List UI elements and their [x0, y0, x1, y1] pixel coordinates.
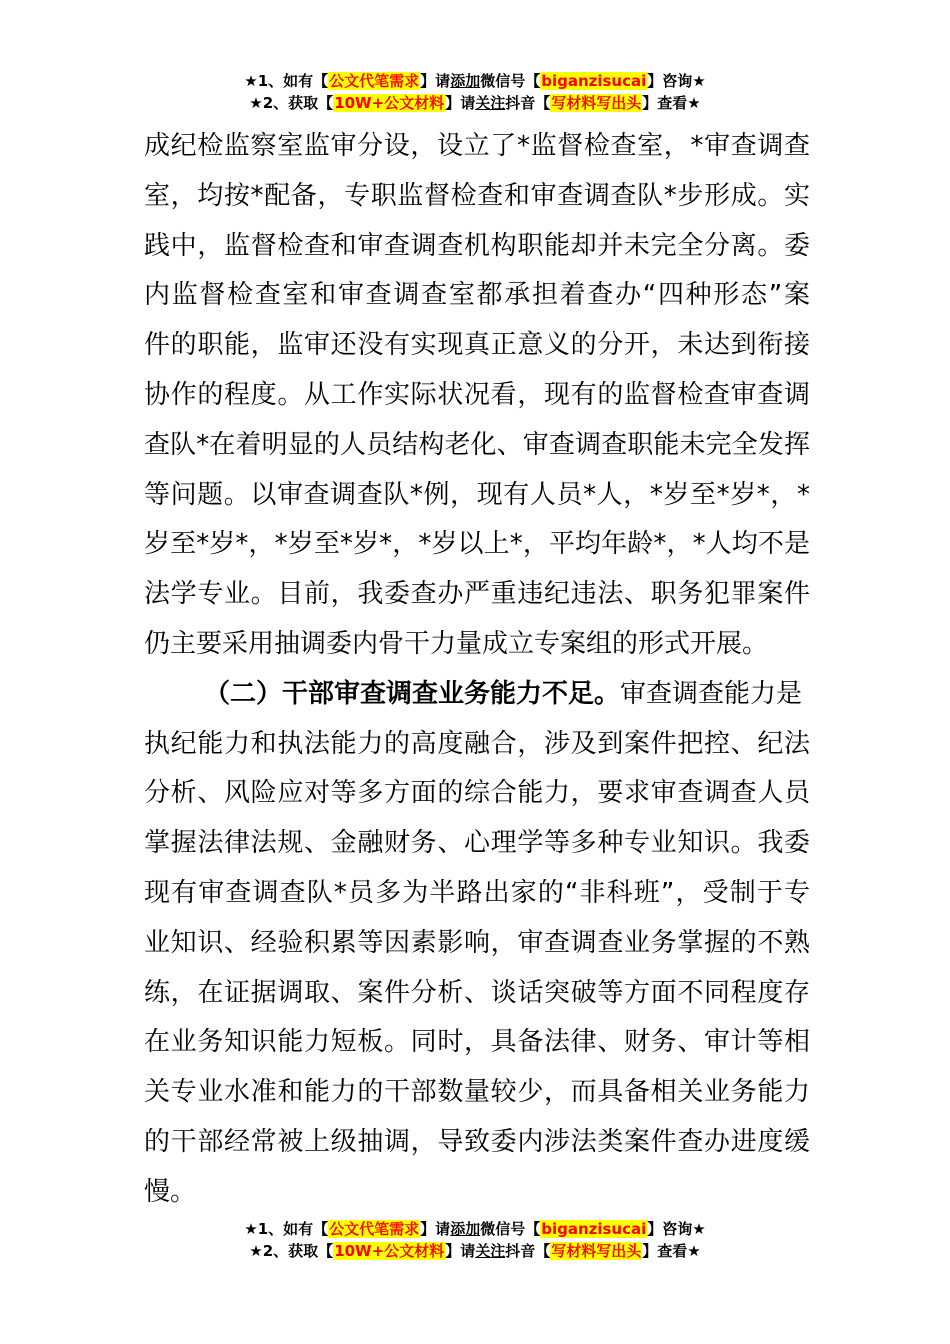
- section-heading-line: （二）干部审查调查业务能力不足。审查调查能力是: [204, 678, 803, 709]
- paragraph-line: 践中，监督检查和审查调查机构职能却并未完全分离。委: [144, 230, 810, 261]
- promo-line-2: ★2、获取【10W+公文材料】请关注抖音【写材料写出头】查看★: [249, 94, 701, 112]
- paragraph-line: 现有审查调查队*员多为半路出家的“非科班”，受制于专: [144, 877, 810, 908]
- header-promo-banner: [0, 70, 950, 114]
- promo-line-2: ★2、获取【10W+公文材料】请关注抖音【写材料写出头】查看★: [249, 1242, 701, 1260]
- paragraph-line: 查队*在着明显的人员结构老化、审查调查职能未完全发挥: [144, 429, 810, 460]
- paragraph-line: 岁至*岁*，*岁至*岁*，*岁以上*，平均年龄*，*人均不是: [144, 529, 810, 560]
- paragraph-line: 室，均按*配备，专职监督检查和审查调查队*步形成。实: [144, 180, 810, 211]
- paragraph-line: 成纪检监察室监审分设，设立了*监督检查室，*审查调查: [144, 131, 810, 161]
- wechat-id: biganzisucai: [541, 72, 647, 90]
- promo-line-1: ★1、如有【公文代笔需求】请添加微信号【biganzisucai】咨询★: [244, 72, 706, 90]
- paragraph-line: 练，在证据调取、案件分析、谈话突破等方面不同程度存: [144, 977, 810, 1008]
- douyin-account: 写材料写出头: [551, 1242, 642, 1260]
- paragraph-line: 关专业水准和能力的干部数量较少，而具备相关业务能力: [144, 1077, 810, 1108]
- highlight-text: 10W+公文材料: [334, 1242, 445, 1260]
- highlight-text: 10W+公文材料: [334, 94, 445, 112]
- paragraph-line: 仍主要采用抽调委内骨干力量成立专案组的形式开展。: [144, 628, 769, 659]
- paragraph-line: 内监督检查室和审查调查室都承担着查办“四种形态”案: [144, 280, 810, 311]
- section-heading: （二）干部审查调查业务能力不足。: [204, 678, 621, 709]
- paragraph-line: 慢。: [144, 1176, 197, 1207]
- paragraph-line: 在业务知识能力短板。同时，具备法律、财务、审计等相: [144, 1027, 810, 1058]
- paragraph-line: 法学专业。目前，我委查办严重违纪违法、职务犯罪案件: [144, 579, 810, 610]
- paragraph-line: 协作的程度。从工作实际状况看，现有的监督检查审查调: [144, 379, 810, 410]
- wechat-id: biganzisucai: [541, 1220, 647, 1238]
- douyin-account: 写材料写出头: [551, 94, 642, 112]
- paragraph-line: 执纪能力和执法能力的高度融合，涉及到案件把控、纪法: [144, 728, 810, 759]
- paragraph-line: 的干部经常被上级抽调，导致委内涉法类案件查办进度缓: [144, 1126, 810, 1157]
- promo-line-1: ★1、如有【公文代笔需求】请添加微信号【biganzisucai】咨询★: [244, 1220, 706, 1238]
- paragraph-line: 掌握法律法规、金融财务、心理学等多种专业知识。我委: [144, 828, 810, 859]
- paragraph-line: 业知识、经验积累等因素影响，审查调查业务掌握的不熟: [144, 927, 810, 958]
- highlight-text: 公文代笔需求: [329, 1220, 420, 1238]
- paragraph-line: 分析、风险应对等多方面的综合能力，要求审查调查人员: [144, 778, 810, 809]
- paragraph-line: 件的职能，监审还没有实现真正意义的分开，未达到衔接: [144, 330, 810, 361]
- footer-promo-banner: [0, 1218, 950, 1262]
- document-body: [144, 122, 810, 1218]
- paragraph-line: 等问题。以审查调查队*例，现有人员*人，*岁至*岁*，*: [144, 479, 810, 510]
- highlight-text: 公文代笔需求: [329, 72, 420, 90]
